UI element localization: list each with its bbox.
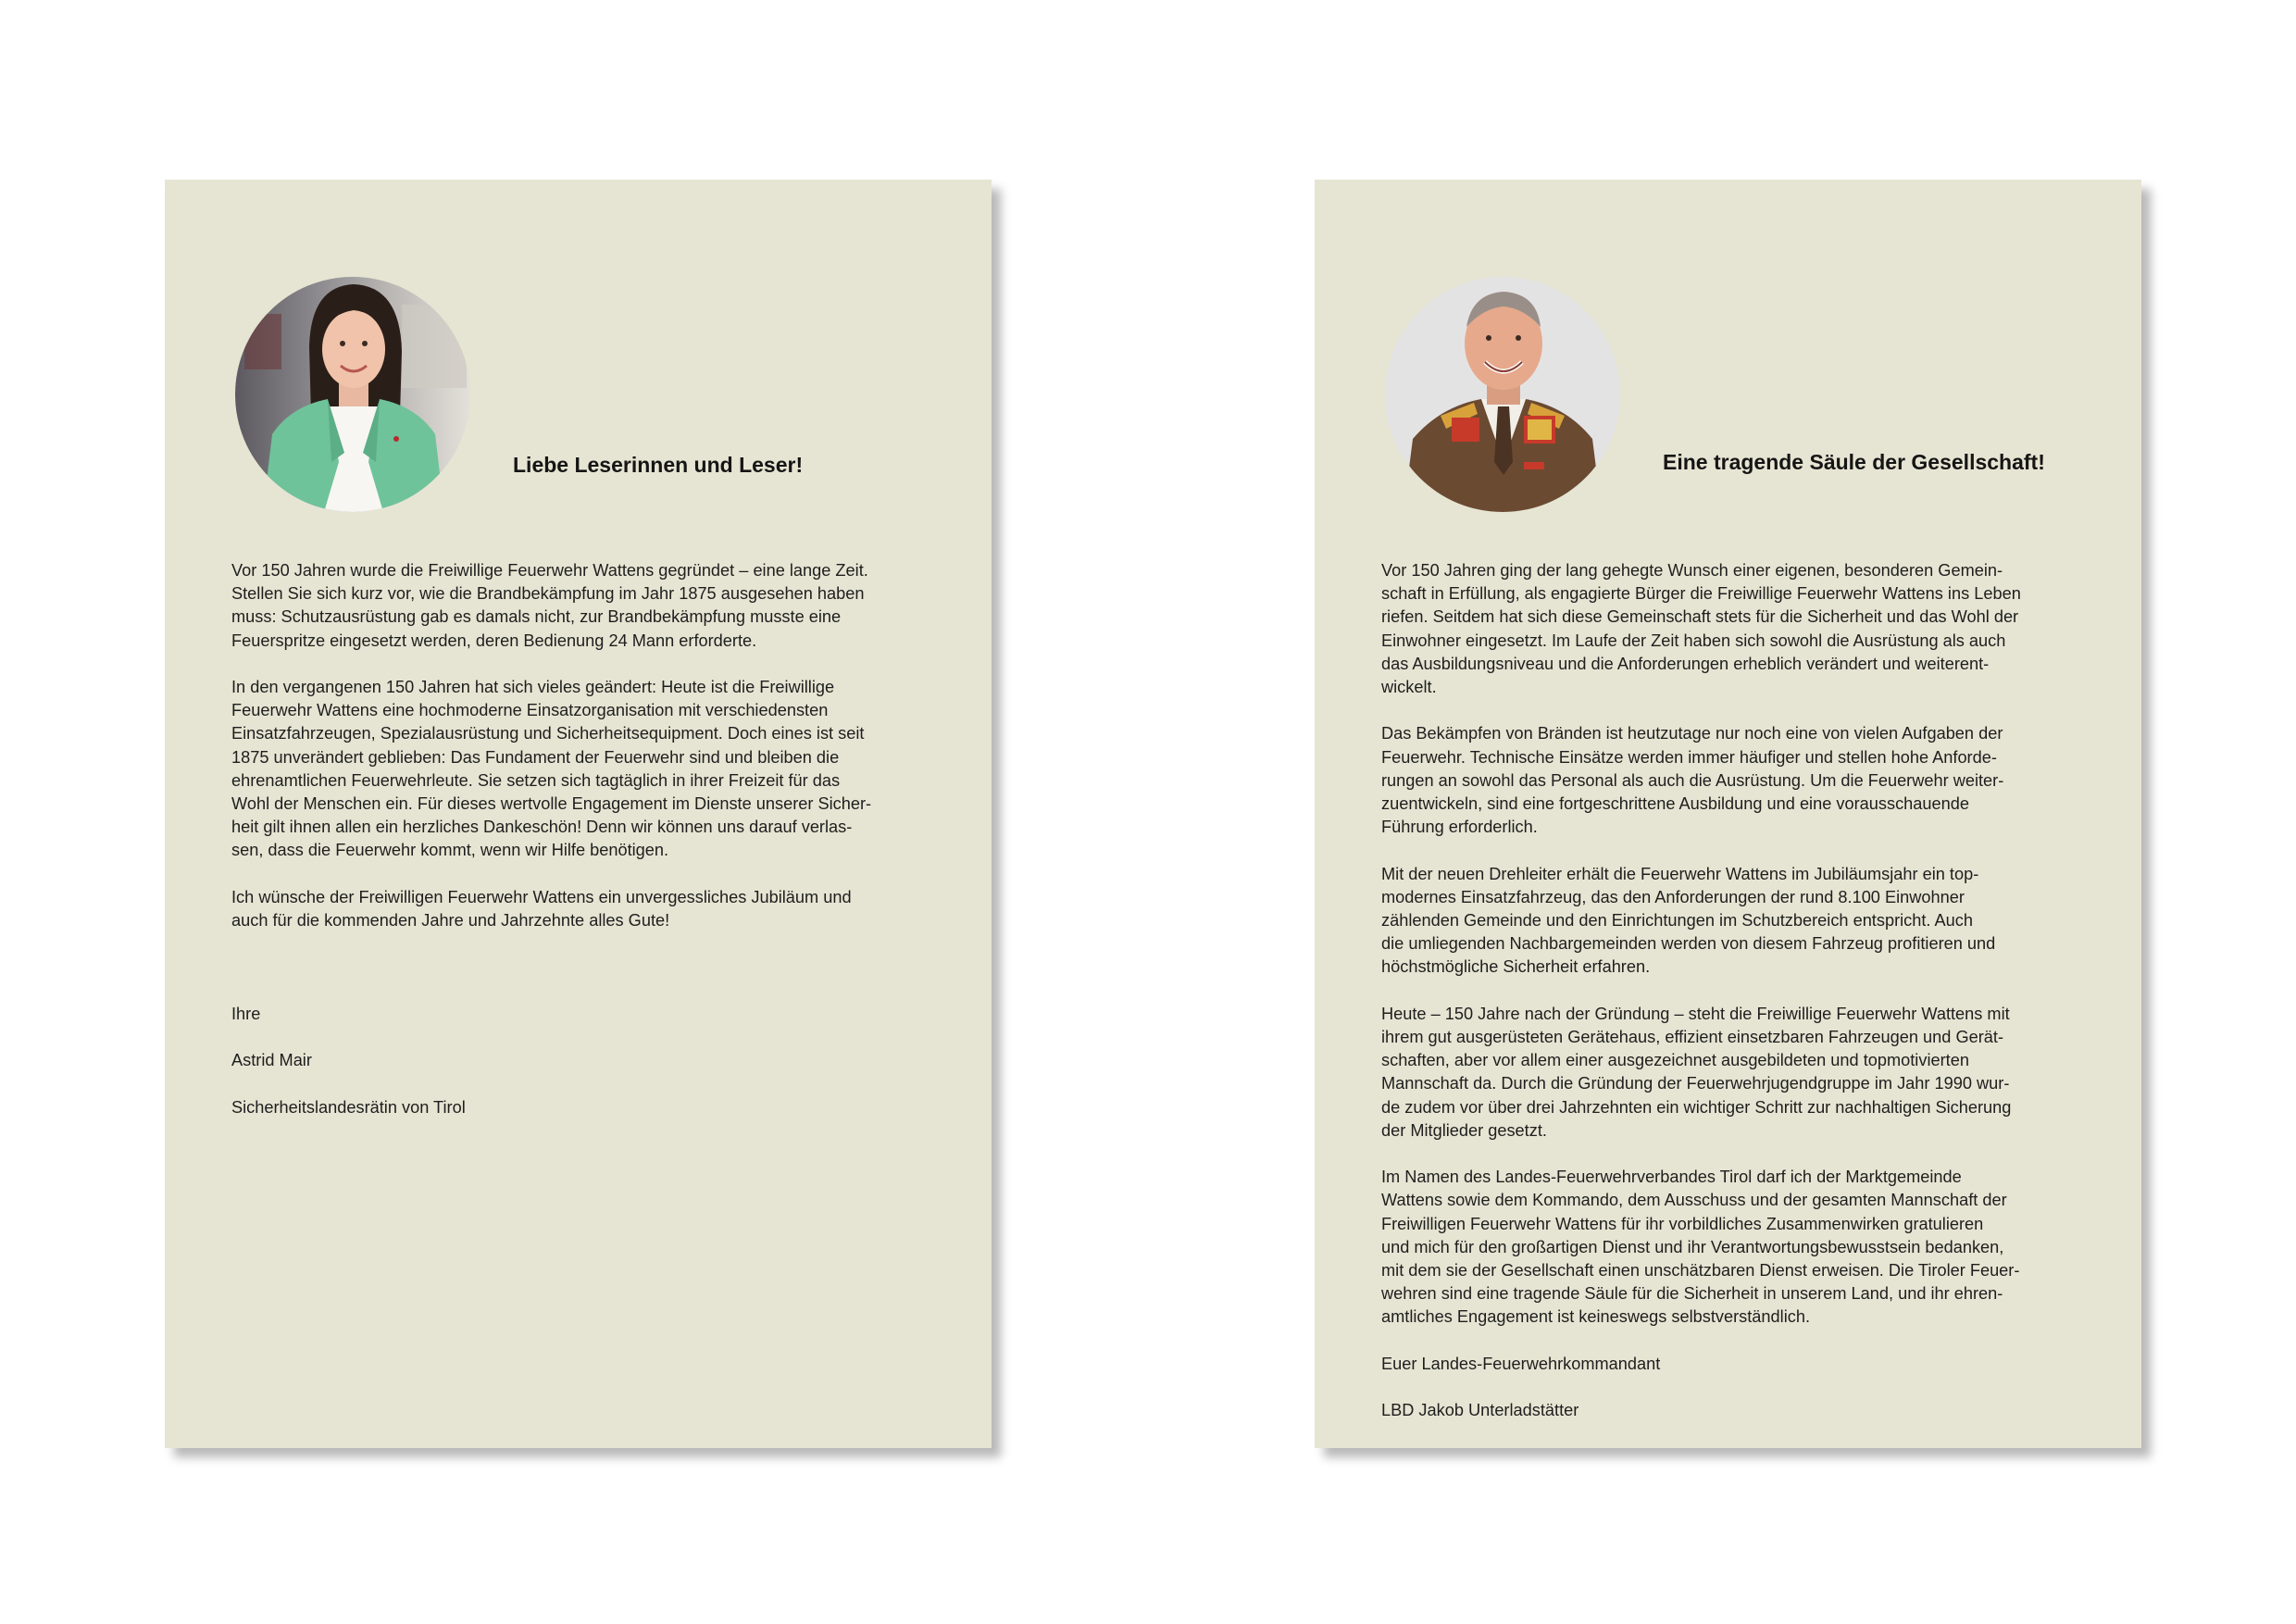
closing-line: Ihre xyxy=(231,1004,261,1023)
text-line: Mannschaft da. Durch die Gründung der Feuerwehrjugendgruppe im Jahr 1990 wur- xyxy=(1381,1074,2010,1093)
paragraph xyxy=(1381,559,2085,699)
text-line: Stellen Sie sich kurz vor, wie die Brandbekämpfung im Jahr 1875 ausgesehen haben xyxy=(231,584,865,604)
text-line: Wattens sowie dem Kommando, dem Ausschuss und der gesamten Mannschaft der xyxy=(1381,1191,2007,1210)
text-line: rungen an sowohl das Personal als auch die Ausrüstung. Um die Feuerwehr weiter- xyxy=(1381,770,2004,790)
text-line: Mit der neuen Drehleiter erhält die Feuerwehr Wattens im Jubiläumsjahr ein top- xyxy=(1381,864,1979,883)
text-line: heit gilt ihnen allen ein herzliches Dankeschön! Denn wir können uns darauf verlas- xyxy=(231,818,853,837)
text-line: höchstmögliche Sicherheit erfahren. xyxy=(1381,957,1651,977)
signatory-name: Astrid Mair xyxy=(231,1051,312,1070)
letter-body xyxy=(231,559,935,1143)
text-line: und mich für den großartigen Dienst und ihr Verantwortungsbewusstsein bedanken, xyxy=(1381,1237,2004,1256)
paragraph xyxy=(1381,1003,2085,1143)
text-line: Heute – 150 Jahre nach der Gründung – steht die Freiwillige Feuerwehr Wattens mit xyxy=(1381,1004,2010,1023)
text-line: schaft in Erfüllung, als engagierte Bürger die Freiwillige Feuerwehr Wattens ins Leben xyxy=(1381,584,2021,604)
paragraph xyxy=(231,886,935,932)
portrait-jakob-unterladstaetter xyxy=(1385,277,1620,512)
closing-line: Euer Landes-Feuerwehrkommandant xyxy=(1381,1354,1661,1373)
text-line: Im Namen des Landes-Feuerwehrverbandes Tirol darf ich der Marktgemeinde xyxy=(1381,1168,1962,1187)
paragraph xyxy=(231,676,935,863)
text-line: modernes Einsatzfahrzeug, das den Anforderungen der rund 8.100 Einwohner xyxy=(1381,887,1965,906)
portrait-woman-icon xyxy=(235,277,470,512)
text-line: der Mitglieder gesetzt. xyxy=(1381,1120,1547,1140)
signatory-name: LBD Jakob Unterladstätter xyxy=(1381,1401,1579,1420)
text-line: Vor 150 Jahren ging der lang gehegte Wunsch einer eigenen, besonderen Gemein- xyxy=(1381,561,2003,580)
spacer xyxy=(231,956,935,1002)
text-line: ihrem gut ausgerüsteten Gerätehaus, effizient einsetzbaren Fahrzeugen und Gerät- xyxy=(1381,1028,2003,1047)
paragraph xyxy=(1381,722,2085,839)
text-line: wehren sind eine tragende Säule für die Sicherheit in unserem Land, und ihr ehren- xyxy=(1381,1284,2003,1304)
text-line: Ich wünsche der Freiwilligen Feuerwehr Wattens ein unvergessliches Jubiläum und xyxy=(231,887,852,906)
text-line: Einwohner eingesetzt. Im Laufe der Zeit haben sich sowohl die Ausrüstung als auch xyxy=(1381,631,2006,650)
text-line: Das Bekämpfen von Bränden ist heutzutage nur noch eine von vielen Aufgaben der xyxy=(1381,724,2003,743)
text-line: muss: Schutzausrüstung gab es damals nicht, zur Brandbekämpfung musste eine xyxy=(231,607,842,627)
text-line: amtliches Engagement ist keineswegs selbstverständlich. xyxy=(1381,1307,1810,1327)
paragraph xyxy=(1381,863,2085,980)
portrait-astrid-mair xyxy=(235,277,470,512)
text-line: Führung erforderlich. xyxy=(1381,818,1538,837)
text-line: Feuerspritze eingesetzt werden, deren Bedienung 24 Mann erforderte. xyxy=(231,631,757,650)
text-line: Feuerwehr Wattens eine hochmoderne Einsatzorganisation mit verschiedensten xyxy=(231,701,829,720)
text-line: wickelt. xyxy=(1381,678,1437,697)
letter-body xyxy=(1381,559,2085,1446)
text-line: Feuerwehr. Technische Einsätze werden immer häufiger und stellen hohe Anforde- xyxy=(1381,747,1997,767)
text-line: die umliegenden Nachbargemeinden werden von diesem Fahrzeug profitieren und xyxy=(1381,934,1996,954)
text-line: riefen. Seitdem hat sich diese Gemeinschaft stets für die Sicherheit und das Wohl der xyxy=(1381,607,2019,627)
text-line: Wohl der Menschen ein. Für dieses wertvolle Engagement im Dienste unserer Sicher- xyxy=(231,794,872,814)
text-line: sen, dass die Feuerwehr kommt, wenn wir Hilfe benötigen. xyxy=(231,841,669,860)
text-line: mit dem sie der Gesellschaft einen unschätzbaren Dienst erweisen. Die Tiroler Feuer- xyxy=(1381,1261,2020,1280)
text-line: 1875 unverändert geblieben: Das Fundament der Feuerwehr sind und bleiben die xyxy=(231,747,840,767)
paragraph xyxy=(1381,1166,2085,1329)
text-line: Einsatzfahrzeugen, Spezialausrüstung und Sicherheitsequipment. Doch eines ist seit xyxy=(231,724,865,743)
text-line: schaften, aber vor allem einer ausgezeichnet ausgebildeten und topmotivierten xyxy=(1381,1051,1969,1070)
left-page xyxy=(165,180,992,1448)
signatory-title: Sicherheitslandesrätin von Tirol xyxy=(231,1097,466,1117)
text-line: auch für die kommenden Jahre und Jahrzehnte alles Gute! xyxy=(231,911,670,931)
greeting-heading: Liebe Leserinnen und Leser! xyxy=(513,453,804,477)
greeting-heading: Eine tragende Säule der Gesellschaft! xyxy=(1663,450,2045,474)
text-line: zuentwickeln, sind eine fortgeschrittene Ausbildung und eine vorausschauende xyxy=(1381,794,1969,814)
text-line: Freiwilligen Feuerwehr Wattens für ihr vorbildliches Zusammenwirken gratulieren xyxy=(1381,1214,1984,1233)
portrait-man-icon xyxy=(1385,277,1620,512)
paragraph xyxy=(231,559,935,653)
text-line: de zudem vor über drei Jahrzehnten ein wichtiger Schritt zur nachhaltigen Sicherung xyxy=(1381,1097,2012,1117)
text-line: zählenden Gemeinde und den Einrichtungen im Schutzbereich entspricht. Auch xyxy=(1381,911,1973,931)
text-line: ehrenamtlichen Feuerwehrleute. Sie setzen sich tagtäglich in ihrer Freizeit für das xyxy=(231,770,841,790)
text-line: Vor 150 Jahren wurde die Freiwillige Feuerwehr Wattens gegründet – eine lange Zeit. xyxy=(231,561,868,580)
right-page xyxy=(1315,180,2141,1448)
text-line: In den vergangenen 150 Jahren hat sich vieles geändert: Heute ist die Freiwillige xyxy=(231,678,835,696)
text-line: das Ausbildungsniveau und die Anforderungen erheblich verändert und weiterent- xyxy=(1381,654,1990,673)
